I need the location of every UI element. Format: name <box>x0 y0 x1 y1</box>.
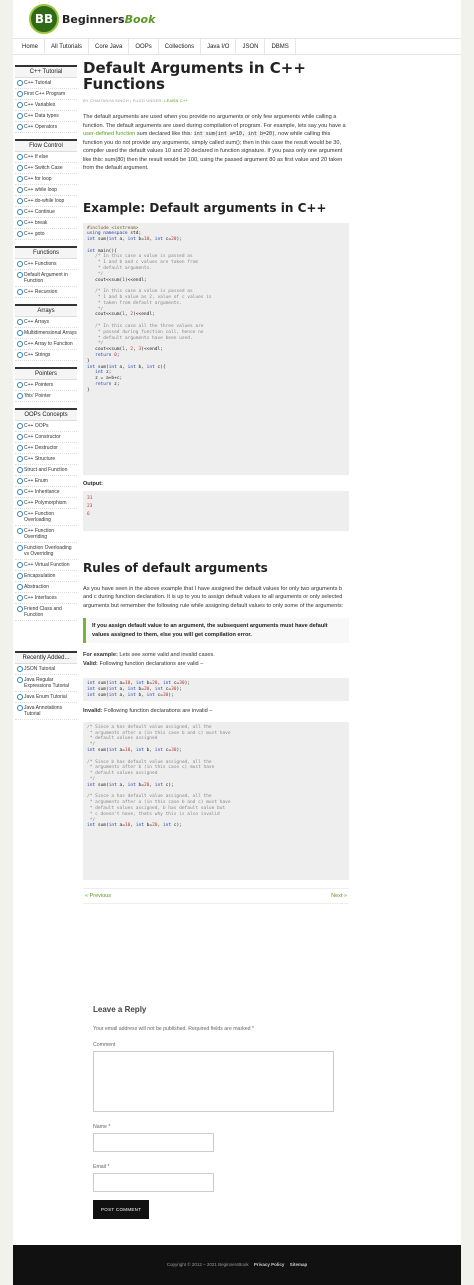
sidebar-item[interactable]: C++ do-while loop <box>15 196 77 207</box>
site-header <box>13 0 461 38</box>
sidebar-item[interactable]: Multidimensional Arrays <box>15 328 77 339</box>
nav-item[interactable]: JSON <box>236 39 265 54</box>
output-label: Output: <box>83 480 103 487</box>
sidebar-item[interactable]: C++ Polymorphism <box>15 498 77 509</box>
footer-copyright: Copyright © 2012 – 2021 BeginnersBook <box>166 1262 249 1267</box>
sidebar-item[interactable]: Abstraction <box>15 582 77 593</box>
sidebar-item[interactable]: C++ Function Overloading <box>15 509 77 526</box>
output-line: 23 <box>87 503 93 509</box>
output-line: 6 <box>87 511 90 517</box>
email-label: Email * <box>93 1164 110 1170</box>
invalid-code-block: /* Since a has default value assigned, all the * arguments after a (in this case b and c) must have * default values assigned */ int sum(int a=10, int b, int c=30); /* Since b has default value assigned, all the * arguments after b (in this case c) must have * default values assigned */ int sum(int a, int b=20, int c); /* Since a has default value assigned, all the * arguments after a (in this case b and c) must have * default values assigned, b has default value but * c doesn't have, thats why this is also invalid */ int sum(int a=10, int b=20, int c); <box>83 722 349 880</box>
article-byline <box>83 98 349 103</box>
intro-text-2: sum declared like this: <box>136 131 193 137</box>
intro-text-3: , now while calling this function you do not provide any arguments, simply called sum(); then in this case the result would be 30, compiler used the default values 10 and 20 declared in function signature. If you pass only one argument like this: sum(80) then the result would be 100, using the passed argument 80 as first value and 20 taken from the default argument. <box>83 131 343 171</box>
sidebar-section-title: C++ Tutorial <box>15 65 77 78</box>
sidebar-item[interactable]: C++ Strings <box>15 350 77 361</box>
sidebar-section-title: OOPs Concepts <box>15 408 77 421</box>
valid-code-block: int sum(int a=10, int b=20, int c=30); int sum(int a, int b=20, int c=30); int sum(int a, int b, int c=30); <box>83 678 349 701</box>
intro-code: int sum(int a=10, int b=20) <box>193 131 275 137</box>
valid-line <box>83 660 349 669</box>
privacy-policy-link[interactable]: Privacy Policy <box>253 1262 285 1267</box>
sidebar-item[interactable]: First C++ Program <box>15 89 77 100</box>
output-line: 31 <box>87 495 93 501</box>
nav-item[interactable]: OOPs <box>129 39 158 54</box>
invalid-line <box>83 707 349 716</box>
sidebar-item[interactable]: C++ while loop <box>15 185 77 196</box>
previous-link[interactable]: « Previous <box>85 892 111 899</box>
sidebar-item[interactable]: Java Enum Tutorial <box>15 692 77 703</box>
name-input[interactable] <box>93 1133 214 1152</box>
sidebar-section-title: Functions <box>15 246 77 259</box>
logo-badge[interactable]: BB <box>29 4 59 34</box>
sidebar-section-title: Recently Added... <box>15 651 77 664</box>
reply-form <box>93 1005 358 1219</box>
sidebar-item[interactable]: C++ Data types <box>15 111 77 122</box>
sidebar-item[interactable]: C++ Arrays <box>15 317 77 328</box>
sidebar-item[interactable]: C++ Enum <box>15 476 77 487</box>
sidebar-item[interactable]: C++ Virtual Function <box>15 560 77 571</box>
sidebar-item[interactable]: C++ Interfaces <box>15 593 77 604</box>
sidebar-section-title: Pointers <box>15 367 77 380</box>
sidebar-item[interactable]: C++ Variables <box>15 100 77 111</box>
sidebar-item[interactable]: C++ Structure <box>15 454 77 465</box>
sidebar-item[interactable]: C++ Functions <box>15 259 77 270</box>
site-footer <box>13 1245 461 1285</box>
sidebar-item[interactable]: Struct and Function <box>15 465 77 476</box>
sidebar-item[interactable]: Friend Class and Function <box>15 604 77 621</box>
sidebar-item[interactable]: 'this' Pointer <box>15 391 77 402</box>
sidebar-item[interactable]: C++ Switch Case <box>15 163 77 174</box>
sidebar-item[interactable]: C++ break <box>15 218 77 229</box>
for-example-line <box>83 651 349 660</box>
nav-item[interactable]: Home <box>16 39 45 54</box>
nav-item[interactable]: Collections <box>159 39 201 54</box>
logo-text-a: Beginners <box>62 13 125 26</box>
user-defined-function-link[interactable]: user-defined function <box>83 131 136 137</box>
example-heading: Example: Default arguments in C++ <box>83 200 327 215</box>
sidebar-item[interactable]: C++ for loop <box>15 174 77 185</box>
sidebar-item[interactable]: C++ Operators <box>15 122 77 133</box>
post-pager <box>83 888 349 904</box>
rule-note: If you assign default value to an argument, the subsequent arguments must have default values assigned to them, else you will get compilation error. <box>83 618 349 643</box>
byline-prefix: BY CHAITANYA SINGH | FILED UNDER: <box>83 98 163 103</box>
for-example-text: Lets see some valid and invalid cases. <box>119 652 215 658</box>
nav-item[interactable]: DBMS <box>265 39 295 54</box>
sidebar-item[interactable]: C++ goto <box>15 229 77 240</box>
rules-heading: Rules of default arguments <box>83 560 268 575</box>
comment-textarea[interactable] <box>93 1051 334 1112</box>
sidebar-section-title: Arrays <box>15 304 77 317</box>
sidebar-item[interactable]: Java Regular Expressions Tutorial <box>15 675 77 692</box>
sidebar-item[interactable]: Default Argument in Function <box>15 270 77 287</box>
main-nav <box>13 38 461 55</box>
next-link[interactable]: Next » <box>331 892 347 899</box>
article-title: Default Arguments in C++ Functions <box>83 59 306 93</box>
byline-category-link[interactable]: LEARN C++ <box>164 98 189 103</box>
sidebar-item[interactable]: C++ Inheritance <box>15 487 77 498</box>
rules-paragraph: As you have seen in the above example that I have assigned the default values for only two arguments b and c during function declaration. It is up to you to assign default values to all arguments or only selected arguments but remember the following rule while assigning default values to only some of the arguments: <box>83 585 344 609</box>
sidebar-item[interactable]: C++ Recursion <box>15 287 77 298</box>
sidebar-item[interactable]: C++ Pointers <box>15 380 77 391</box>
nav-item[interactable]: Java I/O <box>201 39 236 54</box>
invalid-label: Invalid: <box>83 708 103 715</box>
name-label: Name * <box>93 1124 111 1130</box>
reply-title: Leave a Reply <box>93 1005 147 1014</box>
sidebar <box>15 65 77 720</box>
example-code-block: #include <iostream> using namespace std; int sum(int a, int b=10, int c=20); int main(){ /* In this case a value is passed as * 1 and b and c values are taken from * default arguments. */ cout<<sum(1)<<endl; /* In this case a value is passed as * 1 and b value as 2, value of c values is * taken from default arguments. */ cout<<sum(1, 2)<<endl; /* In this case all the three values are * passed during function call, hence no * default arguments have been used. */ cout<<sum(1, 2, 3)<<endl; return 0; } int sum(int a, int b, int c){ int z; z = a+b+c; return z; } <box>83 223 349 475</box>
sidebar-item[interactable]: C++ Destructor <box>15 443 77 454</box>
sitemap-link[interactable]: Sitemap <box>289 1262 308 1267</box>
email-input[interactable] <box>93 1173 214 1192</box>
logo-text[interactable] <box>62 13 155 26</box>
sidebar-item[interactable]: Encapsulation <box>15 571 77 582</box>
nav-item[interactable]: All Tutorials <box>45 39 89 54</box>
valid-text: Following function declarations are valid – <box>99 660 204 667</box>
sidebar-item[interactable]: C++ If else <box>15 152 77 163</box>
nav-item[interactable]: Core Java <box>89 39 129 54</box>
logo-text-b: Book <box>124 13 156 26</box>
sidebar-item[interactable]: Java Annotations Tutorial <box>15 703 77 720</box>
article <box>83 60 349 904</box>
comment-label: Comment <box>93 1042 116 1048</box>
page <box>13 0 461 1285</box>
sidebar-item[interactable]: Function Overloading vs Overriding <box>15 543 77 560</box>
sidebar-item[interactable]: C++ Array to Function <box>15 339 77 350</box>
for-example-label: For example: <box>83 652 118 658</box>
post-comment-button[interactable]: POST COMMENT <box>93 1200 149 1219</box>
reply-note: Your email address will not be published. Required fields are marked * <box>93 1026 254 1032</box>
intro-paragraph <box>83 113 349 173</box>
invalid-text: Following function declarations are invalid – <box>104 708 213 715</box>
output-block <box>83 491 349 531</box>
sidebar-item[interactable]: C++ Continue <box>15 207 77 218</box>
sidebar-item[interactable]: C++ Tutorial <box>15 78 77 89</box>
sidebar-item[interactable]: JSON Tutorial <box>15 664 77 675</box>
sidebar-item[interactable]: C++ OOPs <box>15 421 77 432</box>
valid-label: Valid: <box>83 660 98 667</box>
sidebar-section-title: Flow Control <box>15 139 77 152</box>
sidebar-item[interactable]: C++ Constructor <box>15 432 77 443</box>
sidebar-item[interactable]: C++ Function Overriding <box>15 526 77 543</box>
intro-text-1: The default arguments are used when you provide no arguments or only few arguments while calling a function. The default arguments are used during compilation of program. For example, lets say you have a <box>83 114 346 129</box>
